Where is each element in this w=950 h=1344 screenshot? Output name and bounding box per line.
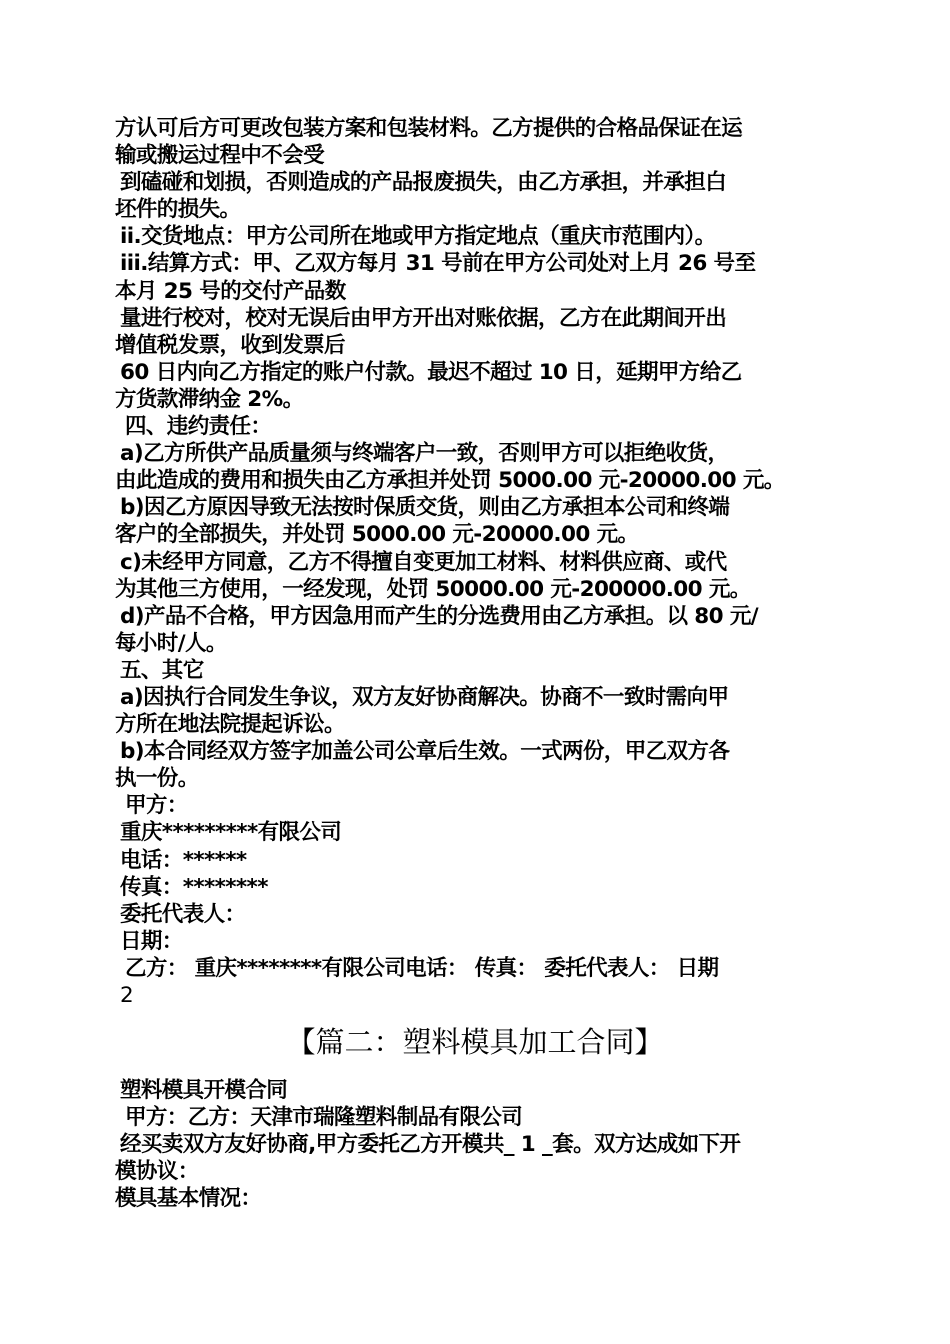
clause-a: a)乙方所供产品质量须与终端客户一致，否则甲方可以拒绝收货，	[120, 441, 729, 467]
text-line: 方认可后方可更改包装方案和包装材料。乙方提供的合格品保证在运	[115, 116, 743, 141]
section-heading-liability: 四、违约责任：	[125, 414, 272, 440]
section-heading-other: 五、其它	[120, 657, 204, 683]
mold-info-heading: 模具基本情况：	[115, 1186, 262, 1212]
text-line: 60 日内向乙方指定的账户付款。最迟不超过 10 日，延期甲方给乙	[120, 359, 742, 385]
text-line: 为其他三方使用，一经发现，处罚 50000.00 元-200000.00 元。	[115, 576, 751, 602]
text-line: 每小时/人。	[115, 630, 227, 656]
text-line: 经买卖双方友好协商,甲方委托乙方开模共_ 1 _套。双方达成如下开	[120, 1132, 741, 1158]
text-line: 模协议：	[115, 1159, 199, 1185]
text-line: 客户的全部损失，并处罚 5000.00 元-20000.00 元。	[115, 522, 639, 548]
text-line: 量进行校对，校对无误后由甲方开出对账依据，乙方在此期间开出	[120, 305, 727, 331]
clause-d: d)产品不合格，甲方因急用而产生的分选费用由乙方承担。以 80 元/	[120, 603, 759, 629]
text-line: 本月 25 号的交付产品数	[115, 278, 346, 304]
other-clause-a: a)因执行合同发生争议，双方友好协商解决。协商不一致时需向甲	[120, 684, 729, 710]
clause-c: c)未经甲方同意，乙方不得擅自变更加工材料、材料供应商、或代	[120, 549, 727, 575]
clause-b: b)因乙方原因导致无法按时保质交货，则由乙方承担本公司和终端	[120, 495, 730, 521]
contract-heading: 塑料模具开模合同	[120, 1078, 288, 1103]
party-a-company: 重庆*********有限公司	[120, 820, 342, 846]
text-line: 由此造成的费用和损失由乙方承担并处罚 5000.00 元-20000.00 元。	[115, 468, 785, 494]
contract-body-part1	[115, 115, 845, 1009]
text-line: 坯件的损失。	[115, 197, 241, 223]
parties-line: 甲方：乙方：天津市瑞隆塑料制品有限公司	[125, 1105, 523, 1131]
settlement-method-line: iii.结算方式：甲、乙双方每月 31 号前在甲方公司处对上月 26 号至	[120, 251, 756, 277]
text-line: 方所在地法院提起诉讼。	[115, 712, 345, 738]
party-a-representative: 委托代表人：	[120, 901, 246, 927]
text-line: 增值税发票，收到发票后	[115, 332, 345, 358]
delivery-location-line: ii.交货地点：甲方公司所在地或甲方指定地点（重庆市范围内）。	[120, 224, 716, 250]
party-a-fax: 传真：********	[120, 874, 268, 900]
page-number: 2	[120, 983, 134, 1008]
party-b-info-line: 乙方： 重庆********有限公司电话： 传真： 委托代表人： 日期	[125, 955, 719, 981]
text-line: 到磕碰和划损，否则造成的产品报废损失，由乙方承担，并承担白	[120, 170, 727, 196]
party-a-label: 甲方：	[125, 793, 188, 819]
party-a-date: 日期：	[120, 928, 183, 954]
text-line: 方货款滞纳金 2%。	[115, 386, 304, 412]
text-line: 输或搬运过程中不会受	[115, 143, 325, 169]
section-title: 【篇二：塑料模具加工合同】	[286, 1025, 664, 1059]
party-a-phone: 电话：******	[120, 847, 247, 873]
contract-body-part2	[115, 1077, 845, 1212]
other-clause-b: b)本合同经双方签字加盖公司公章后生效。一式两份，甲乙双方各	[120, 739, 730, 765]
text-line: 执一份。	[115, 766, 199, 792]
